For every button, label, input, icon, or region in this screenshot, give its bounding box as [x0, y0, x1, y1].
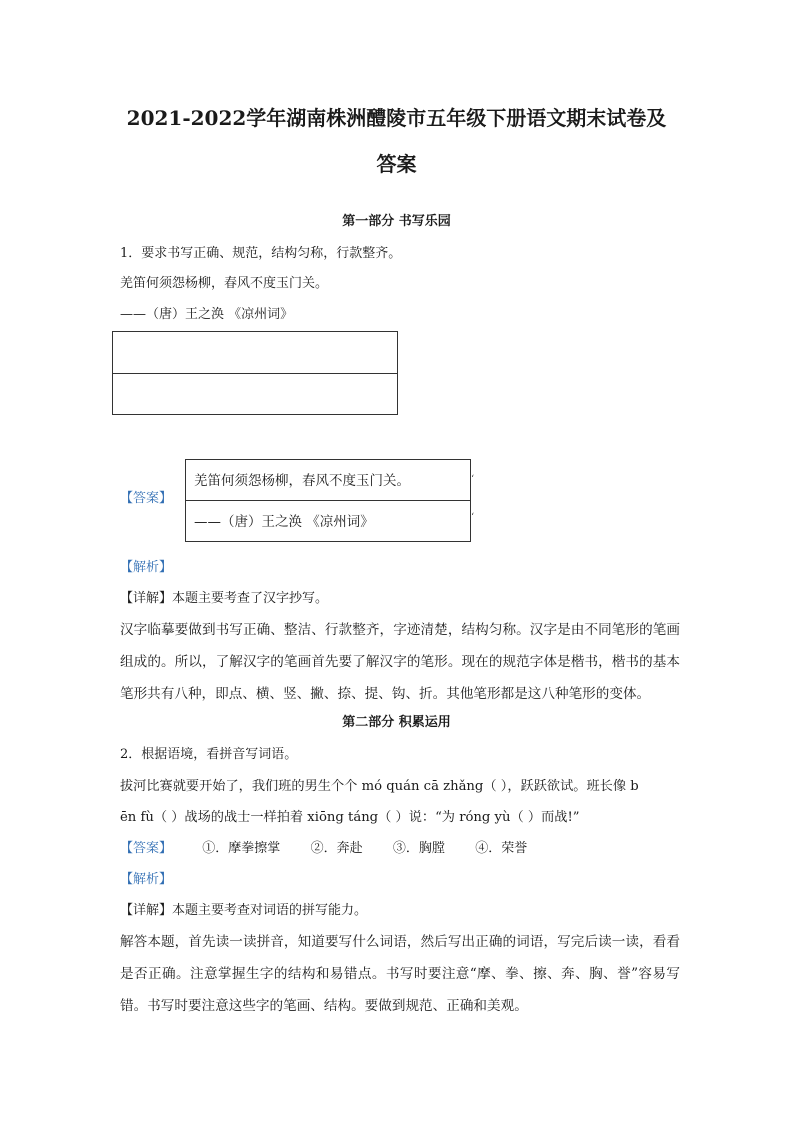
answer-box	[185, 459, 471, 542]
detail-intro-1: 本题主要考查了汉字抄写。	[172, 591, 329, 606]
detail-body-2: 解答本题，首先读一读拼音，知道要写什么词语，然后写出正确的词语，写完后读一读，看看是否正确。注意掌握生字的结构和易错点。书写时要注意“摩、拳、擦、奔、胸、誉”容易写错。书写时要注意这些字的笔画、结构。要做到规范、正确和美观。	[120, 934, 680, 1014]
part2-heading: 第二部分 积累运用	[342, 715, 451, 730]
answer-source-line: ——（唐）王之涣 《凉州词》	[194, 514, 374, 530]
answer-item: ③．胸膛	[392, 841, 445, 856]
answer-row-2	[120, 839, 527, 859]
question-2: 2．根据语境，看拼音写词语。	[120, 747, 298, 762]
answer-item: ②．奔赴	[310, 841, 363, 856]
analysis-tag-1: 【解析】	[120, 560, 173, 575]
analysis-tag-2: 【解析】	[120, 872, 173, 887]
title-line-2: 答案	[376, 152, 417, 176]
document-title	[110, 98, 683, 184]
answer-item: ④．荣誉	[475, 841, 528, 856]
answer-poem-line: 羌笛何须怨杨柳，春风不度玉门关。	[194, 473, 410, 489]
poem-line: 羌笛何须怨杨柳，春风不度玉门关。	[120, 276, 329, 291]
paragraph-mark-icon: ‘	[471, 474, 475, 485]
detail-body-1: 汉字临摹要做到书写正确、整洁、行款整齐，字迹清楚，结构匀称。汉字是由不同笔形的笔画组成的。所以，了解汉字的笔画首先要了解汉字的笔形。现在的规范字体是楷书，楷书的基本笔形共有八种，即点、横、竖、撇、捺、提、钩、折。其他笔形都是这八种笔形的变体。	[120, 622, 680, 702]
question-2-line-2: ēn fù（ ）战场的战士一样拍着 xiōng táng（ ）说：“为 róng yù（ ）而战!”	[120, 810, 580, 825]
detail-intro-2: 本题主要考查对词语的拼写能力。	[172, 903, 368, 918]
title-line-1: 2021-2022学年湖南株洲醴陵市五年级下册语文期末试卷及	[126, 106, 667, 130]
detail-1	[120, 589, 328, 609]
part1-heading: 第一部分 书写乐园	[342, 214, 451, 229]
poem-source: ——（唐）王之涣 《凉州词》	[120, 307, 294, 322]
answer-item: ①．摩拳擦掌	[202, 841, 281, 856]
answer-tag-2: 【答案】	[120, 841, 173, 856]
question-1: 1．要求书写正确、规范，结构匀称，行款整齐。	[120, 246, 402, 261]
question-2-line-1: 拔河比赛就要开始了，我们班的男生个个 mó quán cā zhǎng（ ），跃跃欲试。班长像 b	[120, 779, 639, 794]
writing-grid-divider	[113, 373, 397, 374]
paragraph-mark-icon: ‘	[471, 512, 475, 523]
answer-tag-1: 【答案】	[120, 491, 173, 506]
answer-box-divider	[186, 500, 470, 501]
detail-tag-1: 【详解】	[120, 591, 173, 606]
detail-2	[120, 901, 367, 921]
writing-grid[interactable]	[112, 331, 398, 415]
detail-tag-2: 【详解】	[120, 903, 173, 918]
